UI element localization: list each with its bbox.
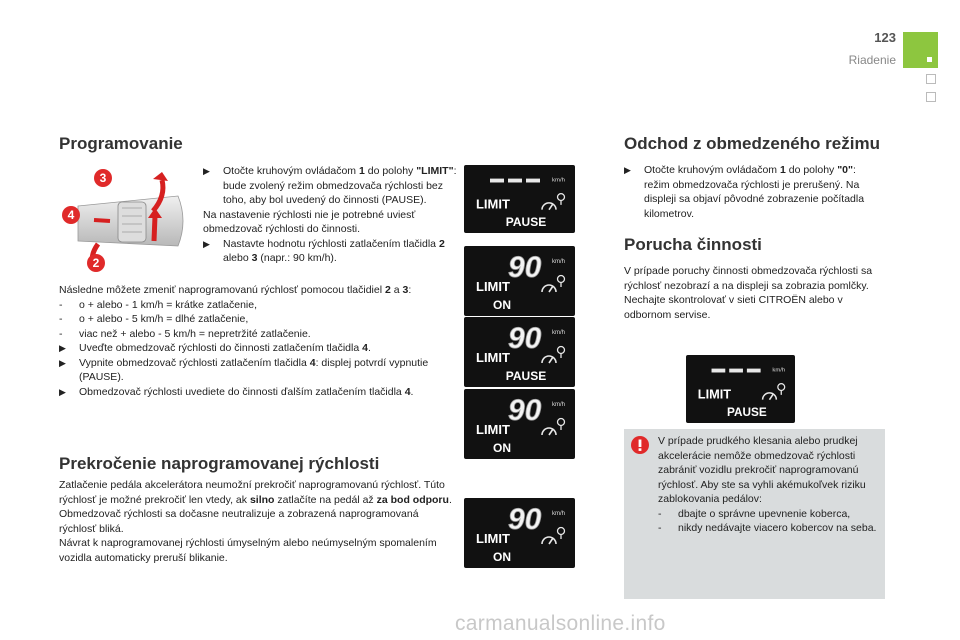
- state-label: PAUSE: [505, 215, 547, 230]
- paragraph: Návrat k naprogramovanej rýchlosti úmyselným alebo neúmyselným spomalením vozidla automaticky preruší blikanie.: [59, 537, 437, 564]
- paragraph: V prípade prudkého klesania alebo prudkej akcelerácie nemôže obmedzovač rýchlosti zabrániť vozidlu prekročiť naprogramovanú rýchlosť. Aby ste sa vyhli akémukoľvek riziku zablokovania pedálov:: [658, 435, 866, 505]
- page-number: 123: [874, 30, 896, 45]
- list-item: - nikdy nedávajte viacero kobercov na seba.: [658, 522, 877, 534]
- bullet-icon: ▶: [203, 238, 210, 249]
- limit-label: LIMIT: [697, 387, 732, 402]
- bullet-icon: ▶: [624, 165, 631, 175]
- state-label: PAUSE: [727, 406, 767, 420]
- limiter-pin-icon: [558, 419, 565, 426]
- limit-label: LIMIT: [476, 531, 510, 546]
- section-tab[interactable]: [926, 92, 936, 102]
- callout-3: 3: [94, 169, 112, 187]
- speed-unit: km/h: [552, 511, 566, 517]
- bullet-icon: ▶: [59, 357, 66, 368]
- heading-programovanie: Programovanie: [59, 134, 183, 153]
- limiter-needle-icon: [549, 538, 553, 544]
- list-item: ▶ Nastavte hodnotu rýchlosti zatlačením tlačidla 2 alebo 3 (napr.: 90 km/h).: [203, 237, 445, 264]
- exit-instructions: [624, 163, 882, 221]
- list-item: - viac než + alebo - 5 km/h = nepretržité zatlačenie.: [59, 327, 311, 340]
- bullet-icon: ▶: [59, 343, 66, 353]
- state-label: ON: [493, 441, 511, 455]
- list-item: ▶ Uveďte obmedzovač rýchlosti do činnosti zatlačením tlačidla 4.: [59, 342, 371, 354]
- programming-instructions: [203, 164, 458, 266]
- tab-marker-icon: [927, 57, 932, 62]
- limiter-needle-icon: [549, 204, 553, 210]
- list-item: ▶ Otočte kruhovým ovládačom 1 do polohy "LIMIT": bude zvolený režim obmedzovača rýchlosti bez toho, aby bol uvedený do činnosti (PAUSE).: [203, 165, 457, 206]
- section-title: Riadenie: [848, 53, 896, 67]
- speed-limiter-display: [464, 317, 575, 387]
- speed-unit: km/h: [552, 402, 566, 408]
- list-item: - o + alebo - 1 km/h = krátke zatlačenie,: [59, 298, 258, 311]
- heading-prekrocenie: Prekročenie naprogramovanej rýchlosti: [59, 454, 380, 473]
- list-item: - dbajte o správne upevnenie koberca,: [658, 507, 851, 520]
- limit-label: LIMIT: [476, 350, 510, 365]
- speed-value: 90: [508, 322, 542, 355]
- list-item: ▶ Obmedzovač rýchlosti uvediete do činnosti ďalším zatlačením tlačidla 4.: [59, 385, 414, 398]
- speed-value: 90: [508, 394, 542, 427]
- note-text: Na nastavenie rýchlosti nie je potrebné uviesť obmedzovač rýchlosti do činnosti.: [203, 208, 416, 235]
- callout-2: 2: [87, 254, 105, 272]
- limiter-needle-icon: [549, 357, 553, 363]
- speed-dash: [712, 369, 726, 373]
- speed-limiter-display: [464, 165, 575, 233]
- speed-unit: km/h: [552, 177, 565, 184]
- list-item: ▶ Vypnite obmedzovač rýchlosti zatlačením tlačidla 4: displej potvrdí vypnutie (PAUSE).: [59, 356, 429, 383]
- speed-limiter-display: [464, 389, 575, 459]
- speed-unit: km/h: [772, 367, 786, 374]
- state-label: ON: [493, 550, 511, 564]
- speed-dash: [729, 369, 743, 373]
- speed-limiter-display: [464, 498, 575, 568]
- speed-dash: [508, 179, 522, 183]
- state-label: PAUSE: [505, 369, 547, 383]
- heading-odchod: Odchod z obmedzeného režimu: [624, 134, 880, 153]
- list-item: - o + alebo - 5 km/h = dlhé zatlačenie,: [59, 313, 249, 325]
- section-tab[interactable]: [926, 74, 936, 84]
- speed-limiter-display: [686, 355, 795, 423]
- limiter-needle-icon: [549, 286, 553, 292]
- bullet-icon: ▶: [59, 386, 66, 397]
- limiter-pin-icon: [558, 347, 565, 354]
- state-label: ON: [493, 298, 511, 312]
- warning-icon: [631, 436, 649, 454]
- list-item: ▶ Otočte kruhovým ovládačom 1 do polohy "0": režim obmedzovača rýchlosti je prerušený. Na displeji sa objaví pôvodné zobrazenie počítadla kilometrov.: [624, 164, 865, 220]
- speed-value: 90: [508, 251, 542, 284]
- limit-label: LIMIT: [476, 422, 510, 437]
- limiter-pin-icon: [778, 384, 785, 391]
- paragraph: V prípade poruchy činnosti obmedzovača rýchlosti sa rýchlosť nezobrazí a na displeji sa zobrazia pomlčky.: [624, 265, 873, 292]
- speed-dash: [747, 369, 761, 373]
- section-tab-active[interactable]: [903, 32, 938, 68]
- fault-text: [624, 264, 886, 322]
- limiter-needle-icon: [769, 394, 773, 400]
- speed-dash: [526, 179, 540, 183]
- speed-unit: km/h: [552, 259, 566, 265]
- limiter-needle-icon: [549, 429, 553, 435]
- limiter-pin-icon: [558, 276, 565, 283]
- paragraph: Nechajte skontrolovať v sieti CITROËN alebo v odbornom servise.: [624, 294, 843, 321]
- paragraph: Zatlačenie pedála akcelerátora neumožní prekročiť naprogramovanú rýchlosť. Túto rýchlosť je možné prekročiť len vtedy, ak silno zatlačíte na pedál až za bod odporu.: [59, 479, 452, 506]
- heading-porucha: Porucha činnosti: [624, 235, 762, 254]
- callout-4: 4: [62, 206, 80, 224]
- paragraph: Obmedzovač rýchlosti sa dočasne neutralizuje a zobrazená naprogramovaná rýchlosť bliká.: [59, 508, 419, 535]
- bullet-icon: ▶: [203, 166, 210, 176]
- watermark: carmanualsonline.info: [455, 612, 666, 635]
- speed-unit: km/h: [552, 330, 566, 336]
- adjust-instructions: [59, 283, 454, 399]
- warning-text: [658, 434, 880, 536]
- override-text: [59, 478, 454, 565]
- speed-value: 90: [508, 503, 542, 536]
- speed-dash: [490, 179, 504, 183]
- paragraph: Následne môžete zmeniť naprogramovanú rýchlosť pomocou tlačidiel 2 a 3:: [59, 284, 412, 296]
- limit-label: LIMIT: [476, 196, 510, 212]
- limit-label: LIMIT: [476, 279, 510, 294]
- limiter-pin-icon: [558, 528, 565, 535]
- speed-limiter-control-figure: [58, 166, 188, 276]
- speed-limiter-display: [464, 246, 575, 316]
- limiter-pin-icon: [558, 194, 565, 201]
